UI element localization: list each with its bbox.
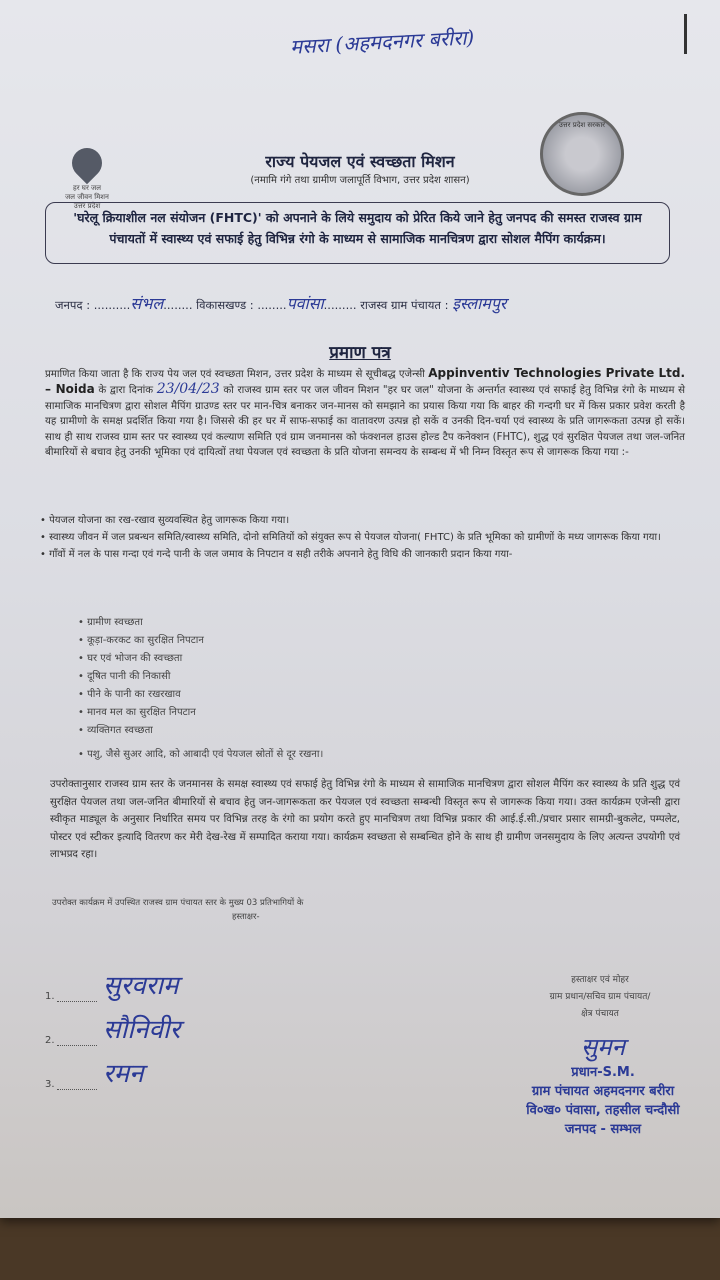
pradhan-signature: सुमन	[581, 1033, 625, 1061]
logo-caption-2: जल जीवन मिशन	[65, 193, 109, 201]
official-line2: ग्राम प्रधान/सचिव ग्राम पंचायत/	[549, 992, 651, 1002]
list-item: • गाँवों में नल के पास गन्दा एवं गन्दे पानी के जल जमाव के निपटान व सही तरीके अपनाने हेतु विधि की जानकारी प्रदान किया गया-	[40, 546, 690, 563]
list-item: • स्वास्थ्य जीवन में जल प्रबन्धन समिति/स्वास्थ्य समिति, दोनो समितियों को संयुक्त रूप से पेयजल योजना( FHTC) के प्रति भूमिका को ग्रामीणों के मध्य जागरूक किया गया।	[40, 529, 690, 546]
signer-signature: सुरवराम	[103, 971, 179, 1001]
handwritten-top-note: मसरा (अहमदनगर बरीरा)	[289, 25, 475, 59]
panchayat-value: इस्लामपुर	[452, 294, 507, 313]
stamp-line1: प्रधान-S.M.	[571, 1065, 635, 1080]
signature-note	[52, 896, 412, 924]
emblem-caption: उत्तर प्रदेश सरकार	[558, 121, 606, 129]
program-title-box: 'घरेलू क्रियाशील नल संयोजन (FHTC)' को अपनाने के लिये समुदाय को प्रेरित किये जाने हेतु जनपद की समस्त राजस्व ग्राम पंचायतों में स्वास्थ्य एवं सफाई हेतु विभिन्न रंगो के माध्यम से सामाजिक मानचित्रण द्वारा सोशल मैपिंग कार्यक्रम।	[45, 202, 670, 264]
list-item: • दूषित पानी की निकासी	[78, 668, 498, 686]
location-fields: जनपद : ..........संभल........ विकासखण्ड : ........पवांसा......... राजस्व ग्राम पंचायत : इस्लामपुर	[55, 294, 507, 313]
list-item: • ग्रामीण स्वच्छता	[78, 614, 498, 632]
official-line3: क्षेत्र पंचायत	[581, 1009, 619, 1019]
district-label: जनपद :	[55, 298, 91, 312]
signature-note-line2: हस्ताक्षर-	[232, 912, 260, 922]
signer-row: 1. सुरवराम	[45, 958, 345, 1002]
certificate-body	[45, 366, 685, 460]
panchayat-label: राजस्व ग्राम पंचायत :	[360, 298, 449, 312]
logo-caption-3: उत्तर प्रदेश	[73, 202, 101, 210]
sanitation-topics	[78, 614, 498, 764]
list-item: • मानव मल का सुरक्षित निपटान	[78, 704, 498, 722]
list-item: • पशु, जैसे सुअर आदि, को आबादी एवं पेयजल स्रोतों से दूर रखना।	[78, 746, 498, 764]
list-item: • घर एवं भोजन की स्वच्छता	[78, 650, 498, 668]
block-label: विकासखण्ड :	[196, 298, 254, 312]
org-title: राज्य पेयजल एवं स्वच्छता मिशन	[265, 152, 455, 171]
list-item: • व्यक्तिगत स्वच्छता	[78, 722, 498, 740]
stamp-line2: ग्राम पंचायत अहमदनगर बरीरा	[531, 1084, 675, 1099]
body-part2: के द्वारा दिनांक	[98, 385, 154, 397]
district-value: संभल	[130, 294, 164, 313]
handwritten-date: 23/04/23	[156, 381, 220, 398]
handwritten-mark	[684, 14, 687, 54]
awareness-bullets	[40, 512, 690, 563]
logo-caption-1: हर घर जल	[73, 184, 101, 192]
pradhan-stamp	[498, 1030, 708, 1139]
stamp-line4: जनपद - सम्भल	[564, 1122, 642, 1137]
participant-signatures	[45, 958, 345, 1090]
list-item: • कूड़ा-करकट का सुरक्षित निपटान	[78, 632, 498, 650]
body-part3: को राजस्व ग्राम स्तर पर जल जीवन मिशन "हर घर जल" योजना के अन्तर्गत स्वास्थ्य एवं सफाई हेतु विभिन्न रंगो के माध्यम से सामाजिक मानचित्रण द्वारा सोशल मैपिंग ग्राउण्ड स्तर पर मान-चित्र बनाकर जन-मानस को समझाने का प्रयास किया गया कि बाहर की गन्दगी घर में किस प्रकार प्रवेश करती है यह ग्रामीणो के समक्ष प्रदर्शित किया गया है। जिससे की हर घर में साफ-सफाई का वातावरण उत्पन्न हो सकें व उनकी दिन-चर्या एवं स्वास्थ्य के प्रति जागरूकता उत्पन्न हो सकें। साथ ही साथ राजस्व ग्राम स्तर पर स्वास्थ्य एवं कल्याण समिति एवं ग्राम जनमानस को फंक्शनल हाउस होल्ड टैप कनेक्शन (FHTC), शुद्ध एवं सुरक्षित पेयजल तथा जल-जनित बीमारियों से बचाव हेतु उनकी भूमिका एवं दायित्वों तथा पेयजल एवं स्वच्छता के प्रति योजना समन्वय के सम्बन्ध में भी निम्न विस्तृत रूप से जागरूक किया गया :-	[45, 385, 685, 459]
signature-note-line1: उपरोक्त कार्यक्रम में उपस्थित राजस्व ग्राम पंचायत स्तर के मुख्य 03 प्रतिभागियों के	[52, 898, 304, 908]
list-item: • पेयजल योजना का रख-रखाव सुव्यवस्थित हेतु जागरूक किया गया।	[40, 512, 690, 529]
signer-row: 3. रमन	[45, 1046, 345, 1090]
official-line1: हस्ताक्षर एवं मोहर	[571, 975, 629, 985]
signer-row: 2. सौनिवीर	[45, 1002, 345, 1046]
block-value: पवांसा	[286, 294, 324, 313]
certificate-title: प्रमाण पत्र	[329, 343, 391, 363]
official-signature-block	[505, 972, 695, 1023]
signer-signature: सौनिवीर	[103, 1015, 181, 1045]
agency-name: Appinventiv Technologies Private Ltd. – Noida	[45, 366, 686, 397]
body-part1: प्रमाणित किया जाता है कि राज्य पेय जल एवं स्वच्छता मिशन, उत्तर प्रदेश के माध्यम से सूचीबद्ध एजेन्सी	[45, 369, 425, 380]
signer-signature: रमन	[103, 1059, 144, 1089]
org-subtitle: (नमामि गंगे तथा ग्रामीण जलापूर्ति विभाग, उत्तर प्रदेश शासन)	[250, 175, 470, 186]
closing-paragraph: उपरोक्तानुसार राजस्व ग्राम स्तर के जनमानस के समक्ष स्वास्थ्य एवं सफाई हेतु विभिन्न रंगो के माध्यम से सामाजिक मानचित्रण द्वारा सोशल मैपिंग कर स्वास्थ्य के प्रति शुद्ध एवं सुरक्षित पेयजल तथा जल-जनित बीमारियों से बचाव हेतु जन-जागरूकता कर पेयजल एवं स्वच्छता सम्बन्धी विस्तृत रूप से जागरूक किया गया। उक्त कार्यक्रम एजेन्सी द्वारा स्वीकृत माड्यूल के अनुसार निर्धारित समय पर विभिन्न तरह के रंगो का प्रयोग करते हुए मानचित्रण तथा विभिन्न प्रकार की आई.ई.सी./प्रचार प्रसार सामग्री-बुकलेट, पम्पलेट, पोस्टर एवं स्टीकर इत्यादि वितरण कर मेरी देख-रेख में सम्पादित कराया गया। कार्यक्रम स्वच्छता से सम्बन्धित होने के साथ ही ग्रामीण जनसमुदाय के लिए अत्यन्त उपयोगी एवं लाभप्रद रहा।	[50, 779, 680, 860]
list-item: • पीने के पानी का रखरखाव	[78, 686, 498, 704]
stamp-line3: वि०ख० पंवासा, तहसील चन्दौसी	[526, 1103, 680, 1118]
